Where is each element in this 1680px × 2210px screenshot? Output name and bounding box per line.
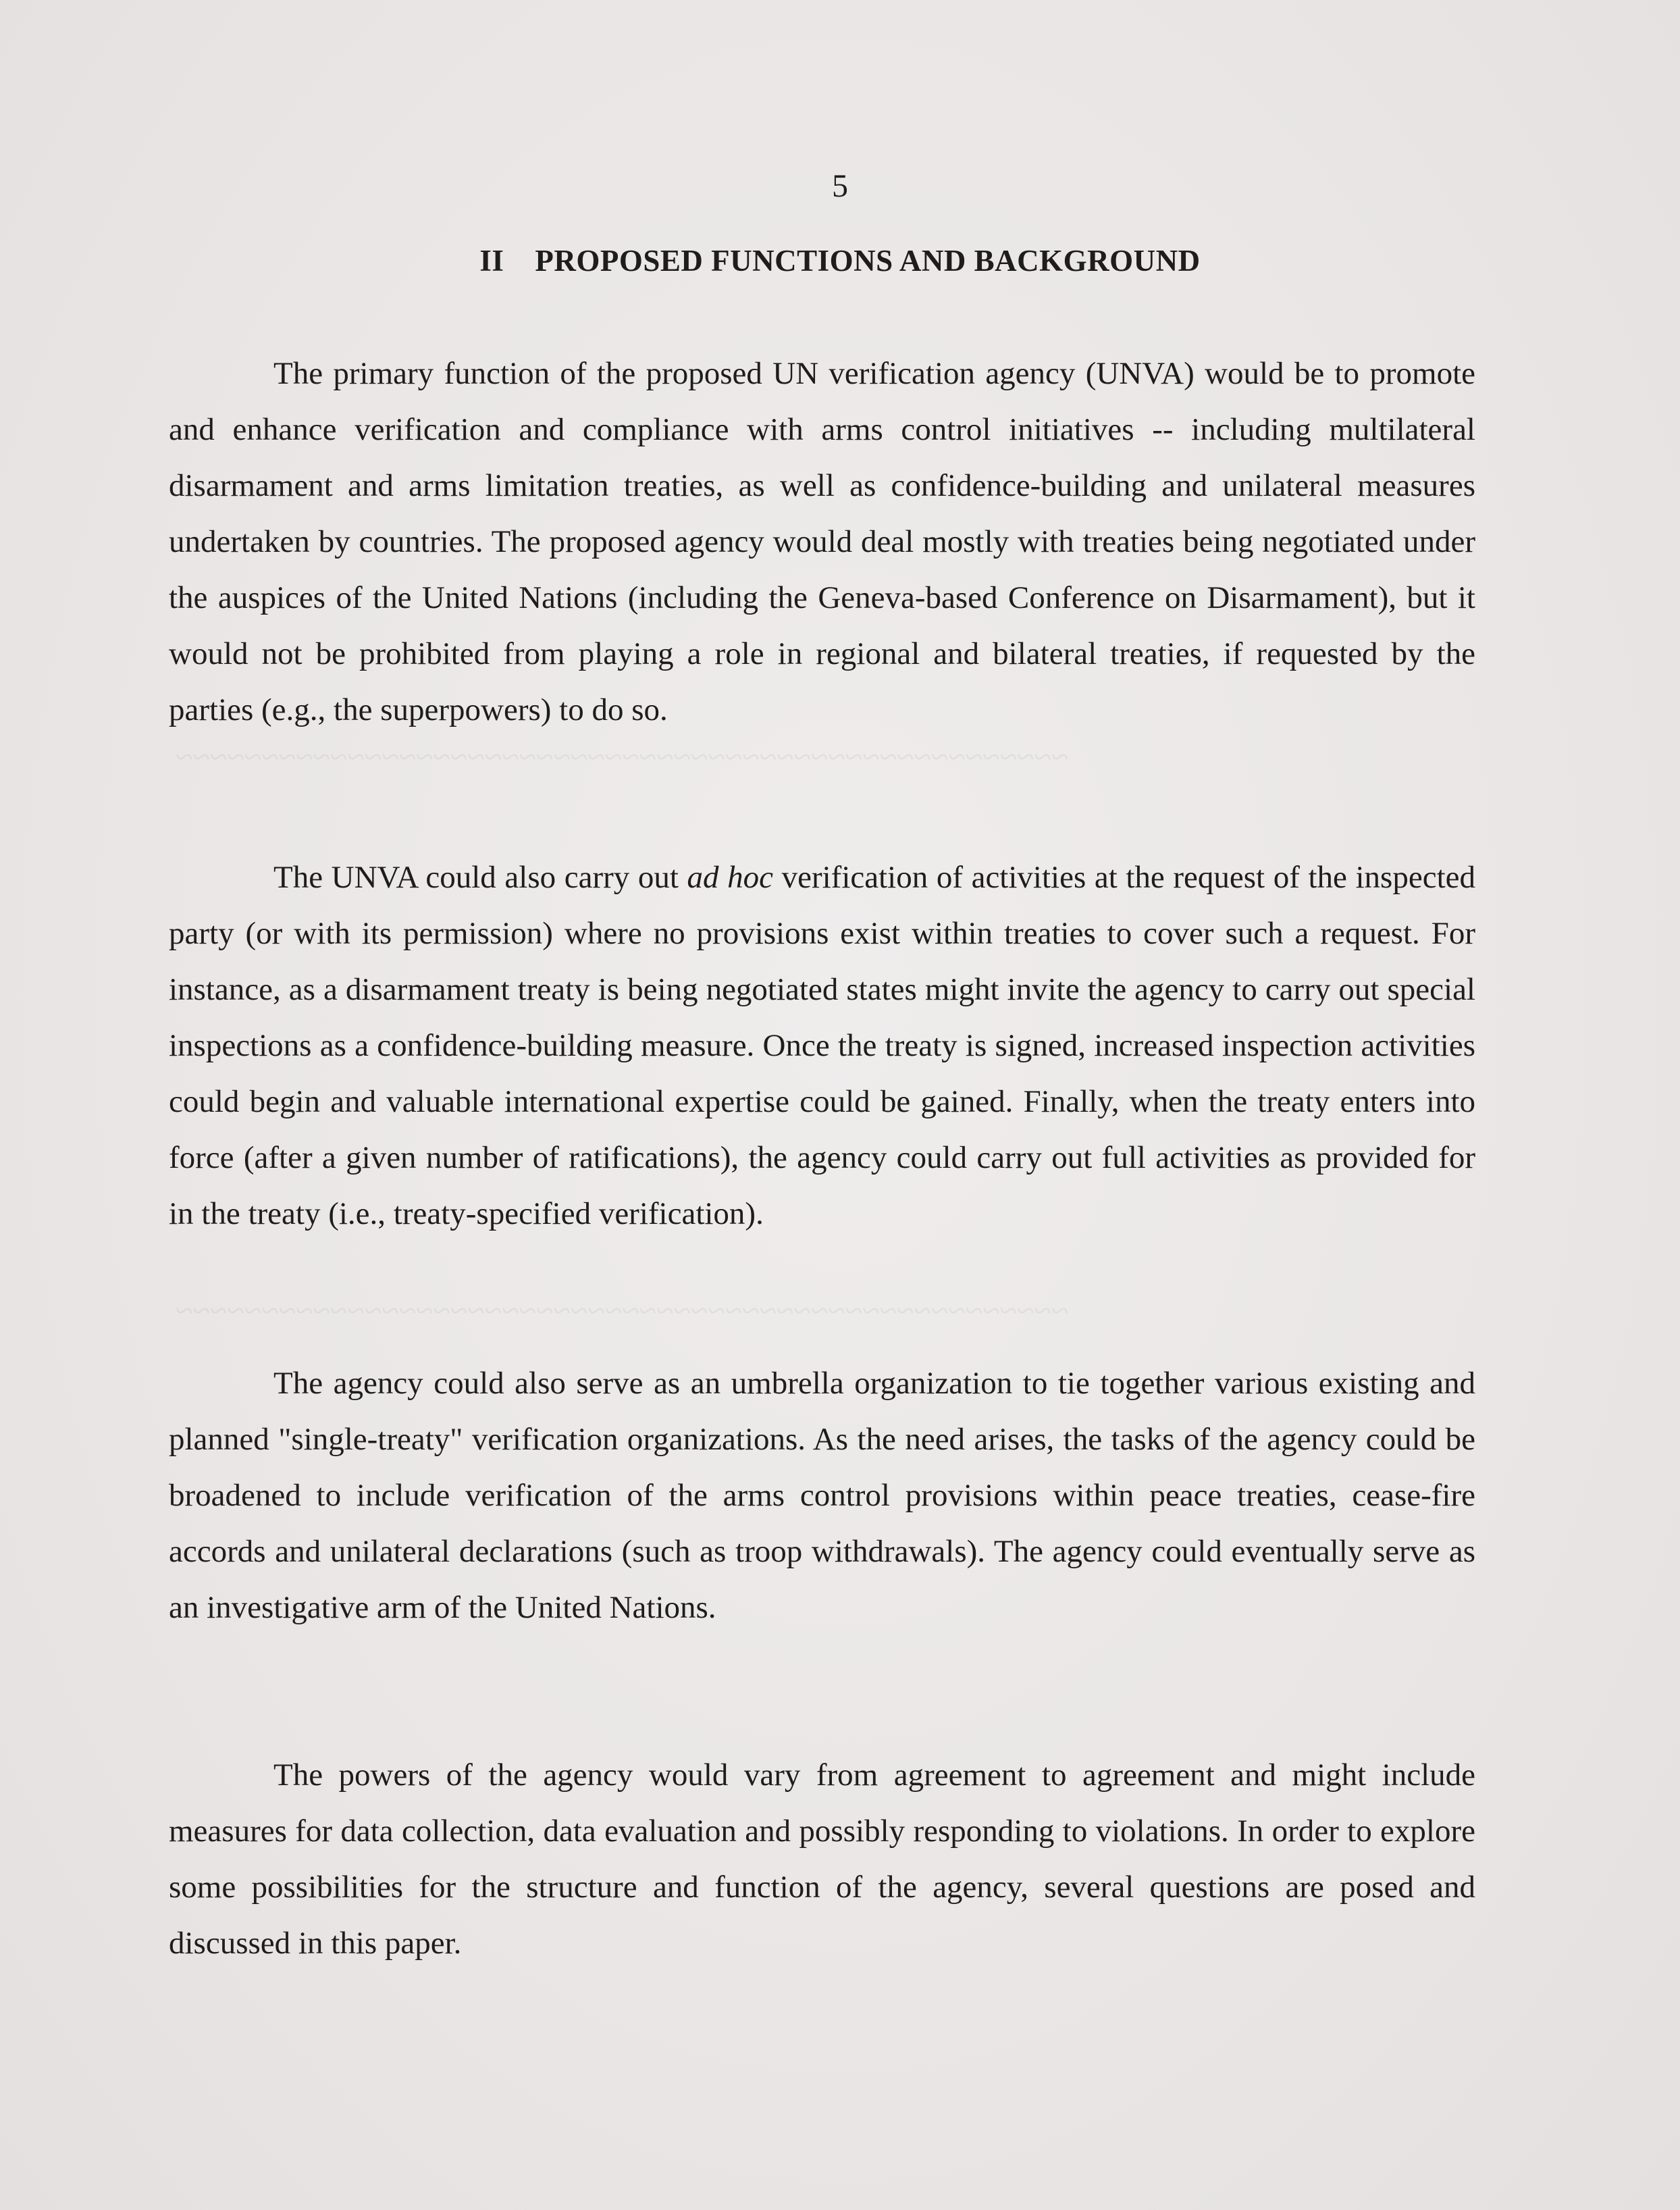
paragraph-umbrella-organization <box>169 1356 1475 1636</box>
paragraph-text: The primary function of the proposed UN verification agency (UNVA) would be to promote and enhance verification and compliance with arms control initiatives -- including multilateral disarmament and arms limitation treaties, as well as confidence-building and unilateral measures undertaken by countries. The proposed agency would deal mostly with treaties being negotiated under the auspices of the United Nations (including the Geneva-based Conference on Disarmament), but it would not be prohibited from playing a role in regional and bilateral treaties, if requested by the parties (e.g., the superpowers) to do so. <box>169 356 1475 727</box>
bleed-through-text: ~~~~~~~~~~~~~~~~~~~~~~~~~~~~~~~~~~~~~~~~~~~~~~~~~~~~ <box>176 1293 1069 1329</box>
paragraph-agency-powers <box>169 1747 1475 1972</box>
paragraph-italic-term: ad hoc <box>687 860 773 895</box>
page-number: 5 <box>832 168 848 204</box>
paragraph-text: The UNVA could also carry out <box>273 860 687 895</box>
section-number: II <box>479 244 504 278</box>
section-heading <box>0 240 1680 281</box>
section-title: PROPOSED FUNCTIONS AND BACKGROUND <box>535 244 1201 278</box>
paragraph-text: The powers of the agency would vary from agreement to agreement and might include measures for data collection, data evaluation and possibly responding to violations. In order to explore some possibilities for the structure and function of the agency, several questions are posed and discussed in this paper. <box>169 1757 1475 1961</box>
paragraph-text: verification of activities at the request of the inspected party (or with its permission) where no provisions exist within treaties to cover such a request. For instance, as a disarmament treaty is being negotiated states might invite the agency to carry out special inspections as a confidence-building measure. Once the treaty is signed, increased inspection activities could begin and valuable international expertise could be gained. Finally, when the treaty enters into force (after a given number of ratifications), the agency could carry out full activities as provided for in the treaty (i.e., treaty-specified verification). <box>169 860 1475 1231</box>
bleed-through-text: ~~~~~~~~~~~~~~~~~~~~~~~~~~~~~~~~~~~~~~~~~~~~~~~~~~~~ <box>176 740 1069 775</box>
paragraph-text: The agency could also serve as an umbrella organization to tie together various existing and planned "single-treaty" verification organizations. As the need arises, the tasks of the agency could be broadened to include verification of the arms control provisions within peace treaties, cease-fire accords and unilateral declarations (such as troop withdrawals). The agency could eventually serve as an investigative arm of the United Nations. <box>169 1366 1475 1625</box>
paragraph-ad-hoc-verification <box>169 850 1475 1242</box>
paragraph-primary-function <box>169 346 1475 738</box>
